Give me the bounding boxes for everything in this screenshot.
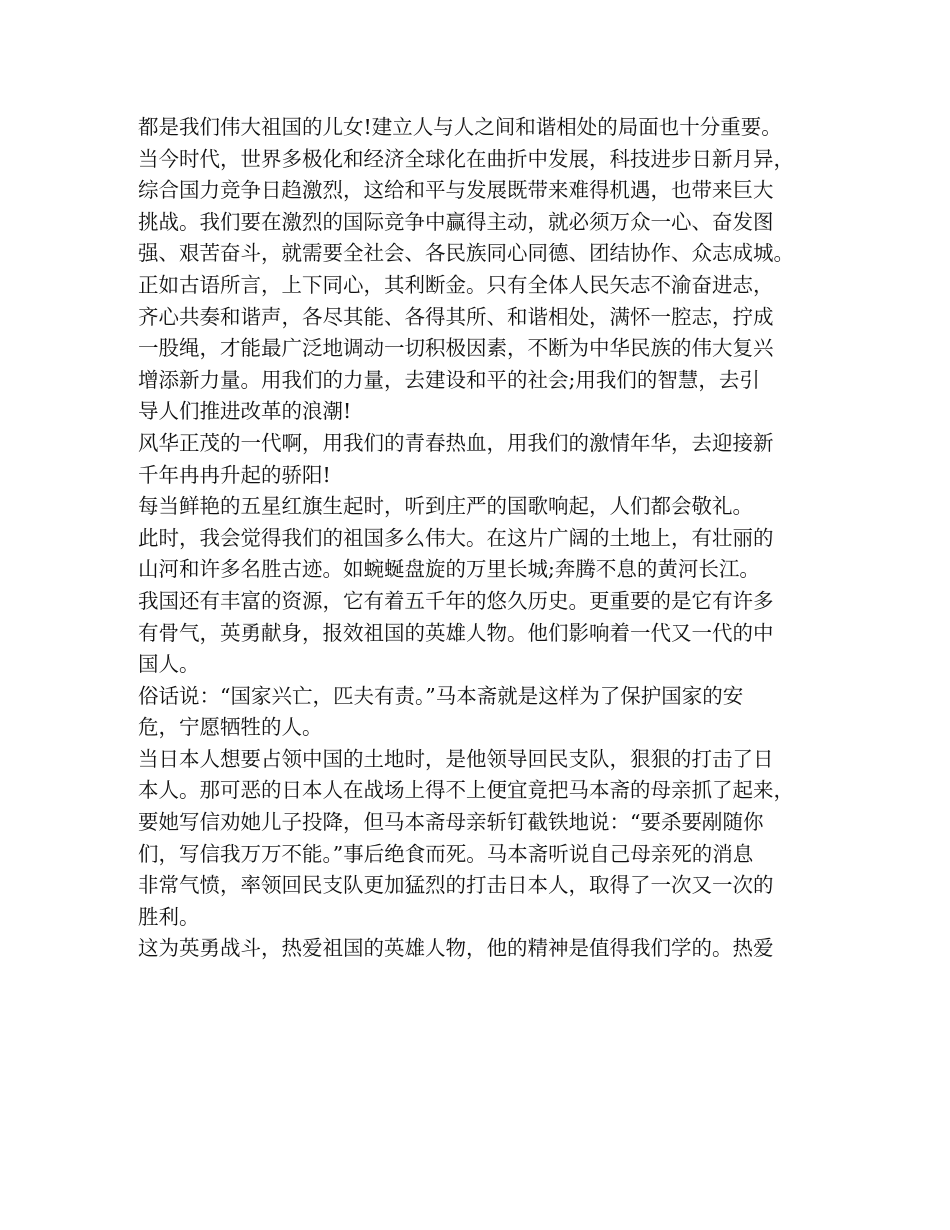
text-line: 这为英勇战斗，热爱祖国的英雄人物，他的精神是值得我们学的。热爱 (138, 936, 774, 961)
text-line: 挑战。我们要在激烈的国际竞争中赢得主动，就必须万众一心、奋发图 (138, 209, 774, 234)
text-line: 山河和许多名胜古迹。如蜿蜒盘旋的万里长城;奔腾不息的黄河长江。 (138, 557, 760, 582)
text-line: 综合国力竞争日趋激烈，这给和平与发展既带来难得机遇，也带来巨大 (138, 178, 774, 203)
text-line: 国人。 (138, 652, 200, 677)
text-line: 有骨气，英勇献身，报效祖国的英雄人物。他们影响着一代又一代的中 (138, 620, 774, 645)
text-line: 要她写信劝她儿子投降，但马本斋母亲斩钉截铁地说：“要杀要剐随你 (138, 810, 764, 835)
text-line: 此时，我会觉得我们的祖国多么伟大。在这片广阔的土地上，有壮丽的 (138, 525, 774, 550)
text-line: 们，写信我万万不能。”事后绝食而死。马本斋听说自己母亲死的消息 (138, 841, 754, 866)
text-line: 胜利。 (138, 904, 200, 929)
text-line: 正如古语所言，上下同心，其利断金。只有全体人民矢志不渝奋进志， (138, 272, 774, 297)
text-line: 增添新力量。用我们的力量，去建设和平的社会;用我们的智慧，去引 (138, 367, 760, 392)
text-line: 千年冉冉升起的骄阳! (138, 462, 331, 487)
text-line: 风华正茂的一代啊，用我们的青春热血，用我们的激情年华，去迎接新 (138, 430, 774, 455)
text-line: 我国还有丰富的资源，它有着五千年的悠久历史。更重要的是它有许多 (138, 588, 774, 613)
text-line: 强、艰苦奋斗，就需要全社会、各民族同心同德、团结协作、众志成城。 (138, 241, 794, 266)
text-line: 都是我们伟大祖国的儿女!建立人与人之间和谐相处的局面也十分重要。 (138, 115, 782, 139)
text-line: 当日本人想要占领中国的土地时，是他领导回民支队，狠狠的打击了日 (138, 746, 774, 771)
document-body-text (138, 112, 828, 965)
text-line: 每当鲜艳的五星红旗生起时，听到庄严的国歌响起，人们都会敬礼。 (138, 494, 753, 519)
text-line: 齐心共奏和谐声，各尽其能、各得其所、和谐相处，满怀一腔志，拧成 (138, 304, 774, 329)
text-line: 导人们推进改革的浪潮! (138, 399, 352, 424)
text-line: 危，宁愿牺牲的人。 (138, 715, 323, 740)
text-line: 当今时代，世界多极化和经济全球化在曲折中发展，科技进步日新月异， (138, 146, 794, 171)
text-line: 非常气愤，率领回民支队更加猛烈的打击日本人，取得了一次又一次的 (138, 873, 774, 898)
text-line: 俗话说：“国家兴亡，匹夫有责。”马本斋就是这样为了保护国家的安 (138, 683, 744, 708)
text-line: 一股绳，才能最广泛地调动一切积极因素，不断为中华民族的伟大复兴 (138, 336, 774, 361)
text-line: 本人。那可恶的日本人在战场上得不上便宜竟把马本斋的母亲抓了起来， (138, 778, 794, 803)
